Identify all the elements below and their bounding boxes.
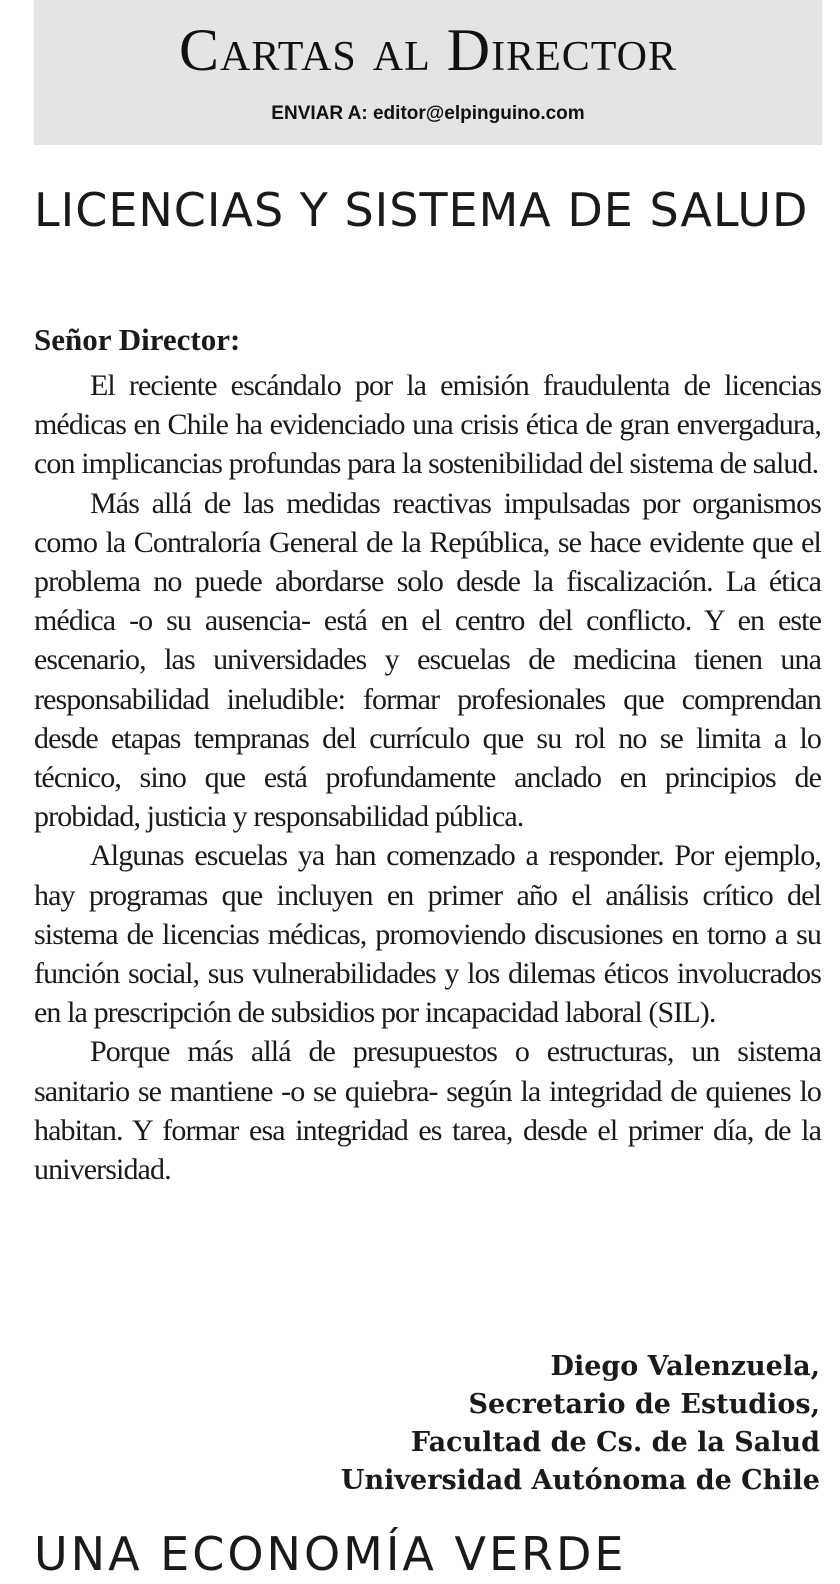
signature-role: Secretario de Estudios, xyxy=(468,1389,820,1420)
letter-paragraph: Algunas escuelas ya han comenzado a responder. Por ejemplo, hay programas que incluyen en primer año el análisis crítico del sistema de licencias médicas, promoviendo discusiones en torno a su función social, sus vulnerabilidades y los dilemas éticos involucrados en la prescripción de subsidios por incapacidad laboral (SIL). xyxy=(34,839,821,1030)
section-header xyxy=(34,0,822,145)
letter-paragraph: Más allá de las medidas reactivas impulsadas por organismos como la Contraloría General de la República, se hace evidente que el problema no puede abordarse solo desde la fiscalización. La ética médica -o su ausencia- está en el centro del conflicto. Y en este escenario, las universidades y escuelas de medicina tienen una responsabilidad ineludible: formar profesionales que comprendan desde etapas tempranas del currículo que su rol no se limita a lo técnico, sino que está profundamente anclado en principios de probidad, justicia y responsabilidad pública. xyxy=(34,486,821,834)
next-letter-headline xyxy=(34,1520,834,1581)
letter-paragraph: El reciente escándalo por la emisión fraudulenta de licencias médicas en Chile ha evidenciado una crisis ética de gran envergadura, con implicancias profundas para la sostenibilidad del sistema de salud. xyxy=(34,369,821,481)
letter-body xyxy=(34,366,821,1189)
next-letter-headline-text: UNA ECONOMÍA VERDE xyxy=(34,1527,627,1581)
signature-university: Universidad Autónoma de Chile xyxy=(340,1465,820,1496)
signature-name: Diego Valenzuela, xyxy=(550,1351,820,1382)
letter-salutation: Señor Director: xyxy=(34,322,241,357)
signature-faculty: Facultad de Cs. de la Salud xyxy=(410,1427,820,1458)
section-title: Cartas al Director xyxy=(178,17,678,83)
submit-email-line: ENVIAR A: editor@elpinguino.com xyxy=(271,103,585,124)
letter-signature xyxy=(341,1348,820,1500)
letter-paragraph: Porque más allá de presupuestos o estructuras, un sistema sanitario se mantiene -o se quiebra- según la integridad de quienes lo habitan. Y formar esa integridad es tarea, desde el primer día, de la universidad. xyxy=(34,1035,821,1187)
letter-headline: LICENCIAS Y SISTEMA DE SALUD xyxy=(34,183,809,237)
